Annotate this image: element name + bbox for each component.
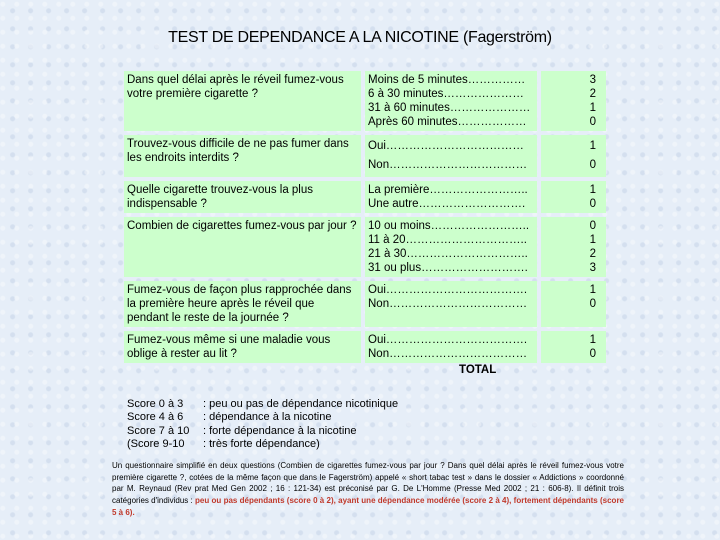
answer-option: Une autre………………………. [368,198,526,210]
footnote-highlight: peu ou pas dépendants (score 0 à 2), ayant une dépendance modérée (score 2 à 4), fortement dépendants (score 5 à 6). [112,496,625,517]
question-text: Trouvez-vous difficile de ne pas fumer dans les endroits interdits ? [124,135,361,177]
answer-option: 10 ou moins…………………….. [368,220,530,232]
score-value: 1 [589,234,596,246]
score-range: Score 7 à 10 [127,424,190,437]
score-value: 3 [589,74,596,86]
score-value: 1 [589,140,596,152]
total-label: TOTAL [459,364,497,376]
score-line [127,398,398,411]
question-text: Quelle cigarette trouvez-vous la plus indispensable ? [124,181,361,213]
answer-option: 31 ou plus………………………. [368,262,528,274]
score-line [127,425,398,438]
answer-options [365,181,537,213]
answer-option: La première…………………….. [368,184,528,196]
score-values [541,217,606,277]
score-value: 0 [589,220,596,232]
question-row [124,331,606,363]
answer-option: Non……………………………… [368,298,528,310]
answer-option: Oui………………………………. [368,284,528,296]
score-value: 2 [589,88,596,100]
score-value: 1 [589,102,596,114]
score-meaning: : peu ou pas de dépendance nicotinique [203,398,399,410]
answer-options [365,281,537,327]
score-value: 2 [589,248,596,260]
score-value: 0 [589,348,596,360]
score-values [541,71,606,131]
score-value: 0 [589,298,596,310]
question-row [124,217,606,277]
answer-options [365,217,537,277]
answer-option: Après 60 minutes……………… [368,116,527,128]
score-value: 0 [589,116,596,128]
answer-option: 11 à 20………………………….. [368,234,527,246]
answer-options [365,331,537,363]
answer-options [365,135,537,177]
answer-option: 31 à 60 minutes………………… [368,102,531,114]
answer-option: Non……………………………… [368,348,528,360]
score-values [541,181,606,213]
answer-option: Oui……………………………… [368,140,524,152]
question-text: Combien de cigarettes fumez-vous par jour ? [124,217,361,277]
score-range: (Score 9-10 [127,438,185,451]
score-scale [127,398,398,452]
footnote [112,460,624,519]
score-values [541,135,606,177]
question-text: Fumez-vous de façon plus rapprochée dans la première heure après le réveil que pendant le reste de la journée ? [124,281,361,327]
score-values [541,331,606,363]
score-values [541,281,606,327]
answer-options [365,71,537,131]
question-row [124,181,606,213]
fagerstrom-table [124,71,606,377]
score-value: 1 [589,284,596,296]
page-title: TEST DE DEPENDANCE A LA NICOTINE (Fagerström) [168,29,552,46]
total-row [124,363,606,377]
question-row [124,281,606,327]
question-row [124,135,606,177]
question-text: Dans quel délai après le réveil fumez-vous votre première cigarette ? [124,71,361,131]
question-text: Fumez-vous même si une maladie vous oblige à rester au lit ? [124,331,361,363]
question-row [124,71,606,131]
answer-option: 21 à 30………………………….. [368,248,528,260]
score-value: 0 [589,159,596,171]
score-range: Score 4 à 6 [127,411,184,424]
answer-option: Non……………………………… [368,159,528,171]
footnote-text: Un questionnaire simplifié en deux questions (Combien de cigarettes fumez-vous par jour ? Dans quel délai après le réveil fumez-vous votre première cigarette ?, cotées de la même façon que dans le Fagerström) appelé « short tabac test » dans le dossier « Addictions » coordonné par M. Reynaud (Rev prat Med Gen 2002 ; 16 : 121-34) est préconisé par G. De L'Homme (Presse Med 2002 ; 21 : 606-8). Il définit trois catégories d'individus : [112,461,624,506]
score-value: 0 [589,198,596,210]
score-meaning: : dépendance à la nicotine [203,411,332,424]
score-value: 3 [589,262,596,274]
score-meaning: : très forte dépendance) [203,438,320,451]
score-range: Score 0 à 3 [127,398,184,410]
score-value: 1 [589,334,596,346]
score-value: 1 [589,184,596,196]
answer-option: Oui………………………………. [368,334,528,346]
answer-option: Moins de 5 minutes…………… [368,74,526,86]
answer-option: 6 à 30 minutes………………… [368,88,524,100]
score-line [127,438,398,451]
score-meaning: : forte dépendance à la nicotine [203,424,357,437]
score-line [127,411,398,424]
